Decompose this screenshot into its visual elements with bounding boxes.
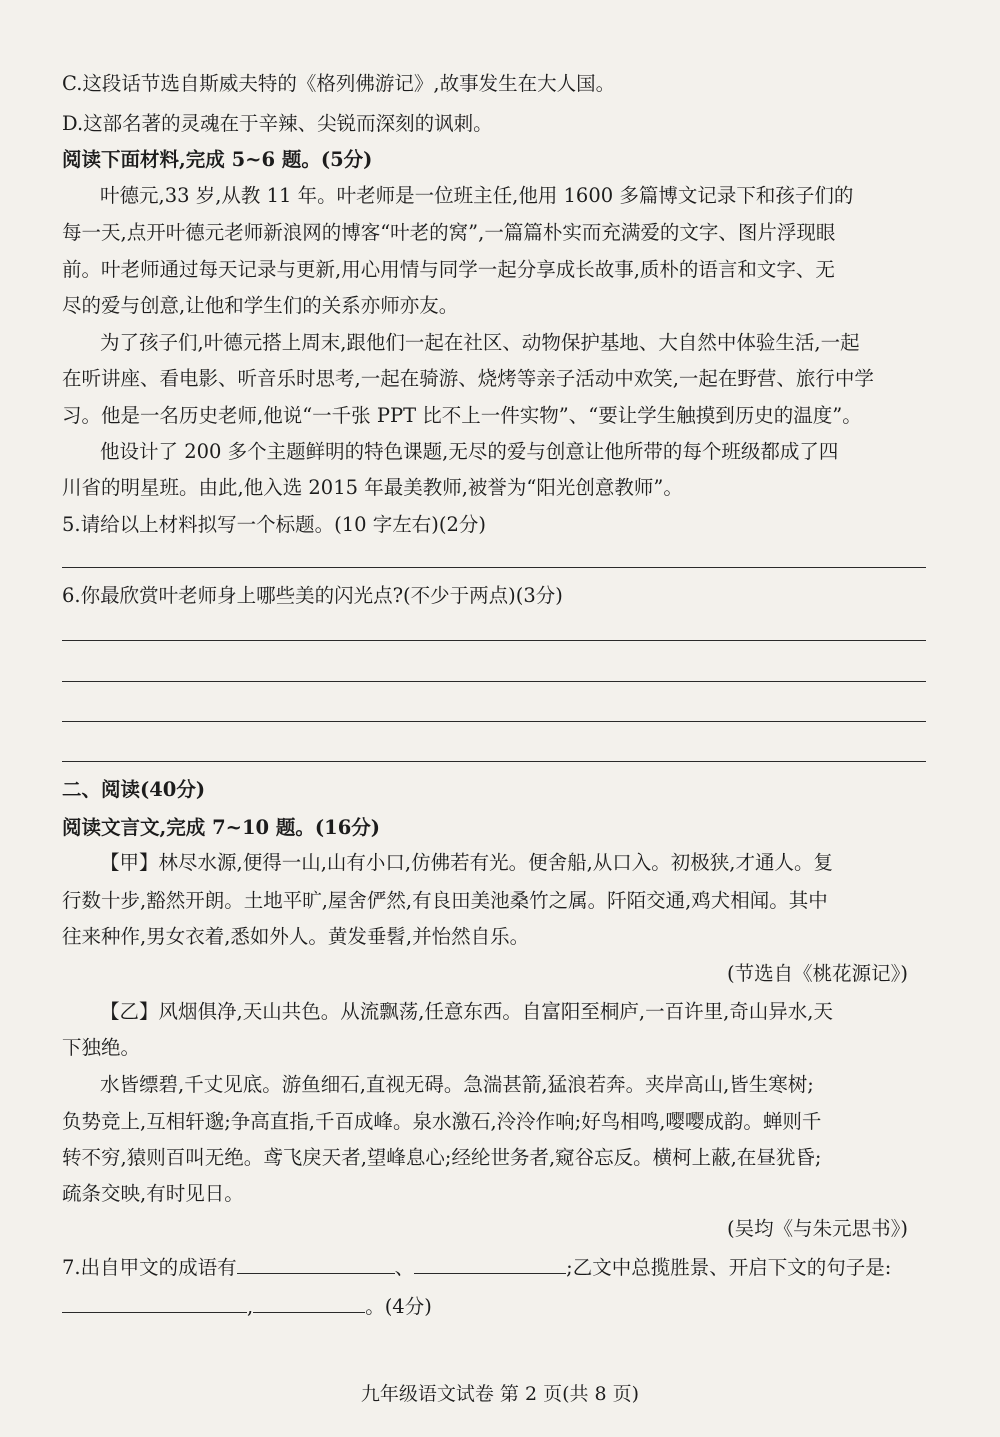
question-7-line-2 bbox=[62, 1289, 940, 1325]
answer-blank-idiom-1[interactable] bbox=[237, 1251, 395, 1274]
reading-instruction-7-10: 阅读文言文,完成 7~10 题。(16分) bbox=[62, 816, 380, 839]
material-line: 他设计了 200 多个主题鲜明的特色课题,无尽的爱与创意让他所带的每个班级都成了四 bbox=[100, 440, 839, 463]
section-heading-reading: 二、阅读(40分) bbox=[62, 778, 206, 801]
reading-instruction-5-6: 阅读下面材料,完成 5~6 题。(5分) bbox=[62, 148, 373, 171]
page-footer: 九年级语文试卷 第 2 页(共 8 页) bbox=[360, 1383, 640, 1405]
answer-line-q5[interactable] bbox=[62, 567, 926, 568]
question-7-line-1 bbox=[62, 1250, 940, 1286]
passage-jia-line: 【甲】林尽水源,便得一山,山有小口,仿佛若有光。便舍船,从口入。初极狭,才通人。复 bbox=[100, 851, 833, 874]
answer-blank-sentence-2[interactable] bbox=[253, 1290, 365, 1313]
question-7-mid: ;乙文中总揽胜景、开启下文的句子是: bbox=[566, 1256, 892, 1279]
answer-line-q6-4[interactable] bbox=[62, 761, 926, 762]
answer-line-q6-2[interactable] bbox=[62, 681, 926, 682]
answer-blank-idiom-2[interactable] bbox=[414, 1251, 566, 1274]
question-7-suffix: 。(4分) bbox=[365, 1295, 432, 1318]
answer-blank-sentence-1[interactable] bbox=[62, 1290, 247, 1313]
question-5: 5.请给以上材料拟写一个标题。(10 字左右)(2分) bbox=[62, 513, 486, 536]
material-line: 每一天,点开叶德元老师新浪网的博客“叶老的窝”,一篇篇朴实而充满爱的文字、图片浮现眼 bbox=[62, 221, 836, 244]
passage-yi-line: 疏条交映,有时见日。 bbox=[62, 1182, 244, 1205]
option-d: D.这部名著的灵魂在于辛辣、尖锐而深刻的讽刺。 bbox=[62, 112, 493, 135]
material-line: 前。叶老师通过每天记录与更新,用心用情与同学一起分享成长故事,质朴的语言和文字、无 bbox=[62, 258, 835, 281]
passage-jia-source: (节选自《桃花源记》) bbox=[727, 962, 908, 985]
option-c: C.这段话节选自斯威夫特的《格列佛游记》,故事发生在大人国。 bbox=[62, 72, 616, 95]
material-line: 习。他是一名历史老师,他说“一千张 PPT 比不上一件实物”、“要让学生触摸到历史的温度”。 bbox=[62, 404, 862, 427]
material-line: 叶德元,33 岁,从教 11 年。叶老师是一位班主任,他用 1600 多篇博文记录下和孩子们的 bbox=[100, 184, 854, 207]
passage-yi-line: 负势竞上,互相轩邈;争高直指,千百成峰。泉水激石,泠泠作响;好鸟相鸣,嘤嘤成韵。蝉则千 bbox=[62, 1110, 822, 1133]
question-7-prefix: 7.出自甲文的成语有 bbox=[62, 1256, 237, 1279]
question-7-separator: 、 bbox=[394, 1256, 415, 1279]
question-7-comma: , bbox=[247, 1295, 254, 1318]
passage-yi-line: 水皆缥碧,千丈见底。游鱼细石,直视无碍。急湍甚箭,猛浪若奔。夹岸高山,皆生寒树; bbox=[100, 1073, 814, 1096]
passage-yi-line: 【乙】风烟俱净,天山共色。从流飘荡,任意东西。自富阳至桐庐,一百许里,奇山异水,天 bbox=[100, 1000, 833, 1023]
passage-yi-source: (吴均《与朱元思书》) bbox=[727, 1217, 908, 1240]
material-line: 尽的爱与创意,让他和学生们的关系亦师亦友。 bbox=[62, 294, 459, 317]
passage-jia-line: 往来种作,男女衣着,悉如外人。黄发垂髫,并怡然自乐。 bbox=[62, 925, 530, 948]
material-line: 川省的明星班。由此,他入选 2015 年最美教师,被誉为“阳光创意教师”。 bbox=[62, 476, 683, 499]
question-6: 6.你最欣赏叶老师身上哪些美的闪光点?(不少于两点)(3分) bbox=[62, 584, 563, 607]
passage-jia-line: 行数十步,豁然开朗。土地平旷,屋舍俨然,有良田美池桑竹之属。阡陌交通,鸡犬相闻。其中 bbox=[62, 889, 828, 912]
passage-yi-line: 转不穷,猿则百叫无绝。鸢飞戾天者,望峰息心;经纶世务者,窥谷忘反。横柯上蔽,在昼犹昏; bbox=[62, 1146, 822, 1169]
answer-line-q6-3[interactable] bbox=[62, 721, 926, 722]
material-line: 为了孩子们,叶德元搭上周末,跟他们一起在社区、动物保护基地、大自然中体验生活,一起 bbox=[100, 331, 860, 354]
passage-yi-line: 下独绝。 bbox=[62, 1036, 141, 1059]
answer-line-q6-1[interactable] bbox=[62, 640, 926, 641]
material-line: 在听讲座、看电影、听音乐时思考,一起在骑游、烧烤等亲子活动中欢笑,一起在野营、旅行中学 bbox=[62, 367, 874, 390]
